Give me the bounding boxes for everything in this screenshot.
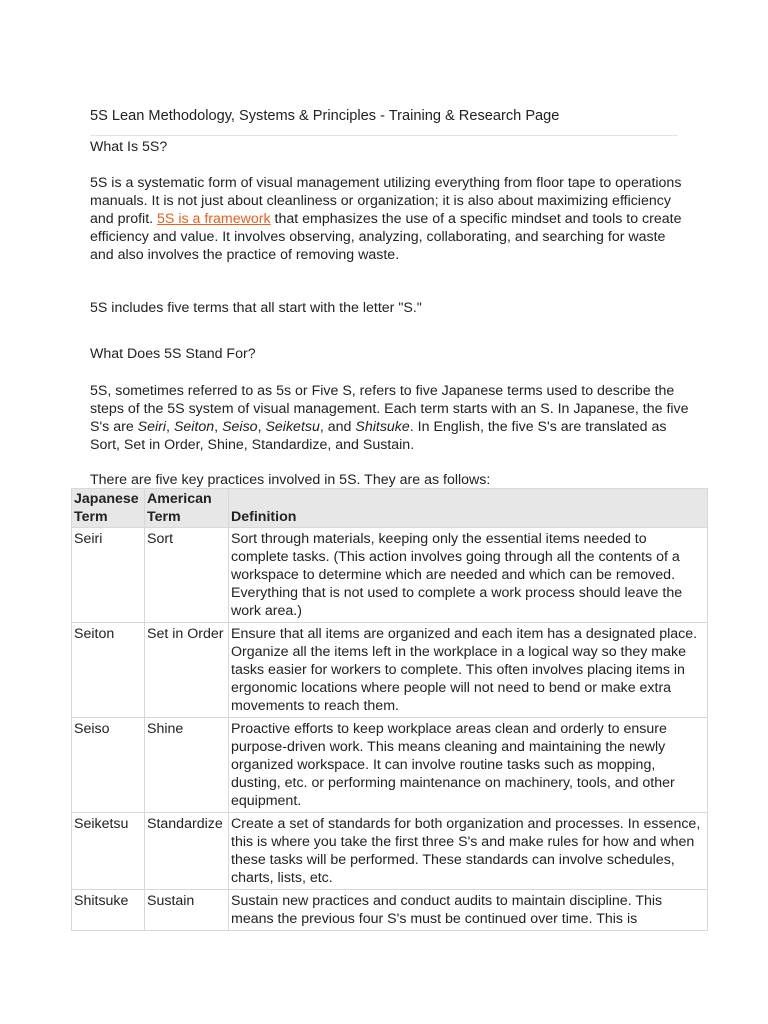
header-japanese-term: Japanese Term [72, 489, 145, 528]
american-term-cell: Sort [145, 528, 229, 623]
american-term-cell: Sustain [145, 890, 229, 931]
definition-cell [229, 890, 708, 931]
page-title: 5S Lean Methodology, Systems & Principles - Training & Research Page [90, 108, 560, 124]
term-seiton: Seiton [173, 419, 215, 435]
table-row [72, 890, 708, 931]
stand-for-text-start: 5S, sometimes referred to as 5s or Five S, refers to five Japanese terms used to describe the steps of the 5S system of visual management. Each term starts with an S. In Japanese, the five S's are [90, 383, 689, 435]
term-seiri: Seiri [137, 419, 167, 435]
header-american-term: American Term [145, 489, 229, 528]
table-row [72, 623, 708, 718]
japanese-term-cell: Shitsuke [72, 890, 145, 931]
section-heading-stand-for: What Does 5S Stand For? [90, 346, 256, 362]
japanese-term-cell: Seiri [72, 528, 145, 623]
american-term-cell: Shine [145, 718, 229, 813]
japanese-term-cell: Seiton [72, 623, 145, 718]
intro-text-start: 5S is a systematic form of visual management utilizing everything from floor tape to operations manuals. It is not just about cleanliness or organization; it is also about maximizing efficiency and profit. [90, 175, 682, 227]
american-term-cell: Set in Order [145, 623, 229, 718]
term-shitsuke: Shitsuke [355, 419, 410, 435]
framework-link[interactable]: 5S is a framework [157, 211, 271, 227]
separator: , [214, 419, 223, 435]
five-s-table [71, 488, 708, 931]
section-heading-what-is-5s: What Is 5S? [90, 139, 168, 155]
separator: , and [319, 419, 356, 435]
definition-cell: Proactive efforts to keep workplace areas clean and orderly to ensure purpose-driven work. This means cleaning and maintaining the newly organized workspace. It can involve routine tasks such as mopping, dusting, etc. or performing maintenance on machinery, tools, and other equipment. [229, 718, 708, 813]
header-definition: Definition [229, 489, 708, 528]
term-seiso: Seiso [222, 419, 258, 435]
term-seiketsu: Seiketsu [265, 419, 320, 435]
five-terms-paragraph: 5S includes five terms that all start with the letter "S." [90, 300, 422, 316]
table-row [72, 528, 708, 623]
japanese-term-cell: Seiketsu [72, 813, 145, 890]
table-row [72, 813, 708, 890]
table-row [72, 718, 708, 813]
intro-paragraph [90, 174, 690, 264]
intro-text-end: that emphasizes the use of a specific mindset and tools to create efficiency and value. It involves observing, analyzing, collaborating, and searching for waste and also involves the practice of removing waste. [90, 211, 682, 263]
definition-cell: Create a set of standards for both organization and processes. In essence, this is where you take the first three S's and make rules for how and when these tasks will be performed. These standards can involve schedules, charts, lists, etc. [229, 813, 708, 890]
definition-cell: Sort through materials, keeping only the essential items needed to complete tasks. (This action involves going through all the contents of a workspace to determine which are needed and which can be removed. Everything that is not used to complete a work process should leave the work area.) [229, 528, 708, 623]
japanese-term-cell: Seiso [72, 718, 145, 813]
american-term-cell: Standardize [145, 813, 229, 890]
key-practices-paragraph: There are five key practices involved in 5S. They are as follows: [90, 472, 491, 488]
definition-cell: Ensure that all items are organized and each item has a designated place. Organize all the items left in the workplace in a logical way so they make tasks easier for workers to complete. This often involves placing items in ergonomic locations where people will not need to bend or make extra movements to reach them. [229, 623, 708, 718]
separator: , [257, 419, 266, 435]
table-header-row [72, 489, 708, 528]
definition-text: Sustain new practices and conduct audits to maintain discipline. This means the previous four S's must be continued over time. This is [231, 893, 663, 927]
separator: , [166, 419, 174, 435]
stand-for-paragraph [90, 382, 690, 454]
title-divider [90, 135, 678, 136]
stand-for-text-end: . In English, the five S's are translated as Sort, Set in Order, Shine, Standardize, and Sustain. [90, 419, 667, 453]
